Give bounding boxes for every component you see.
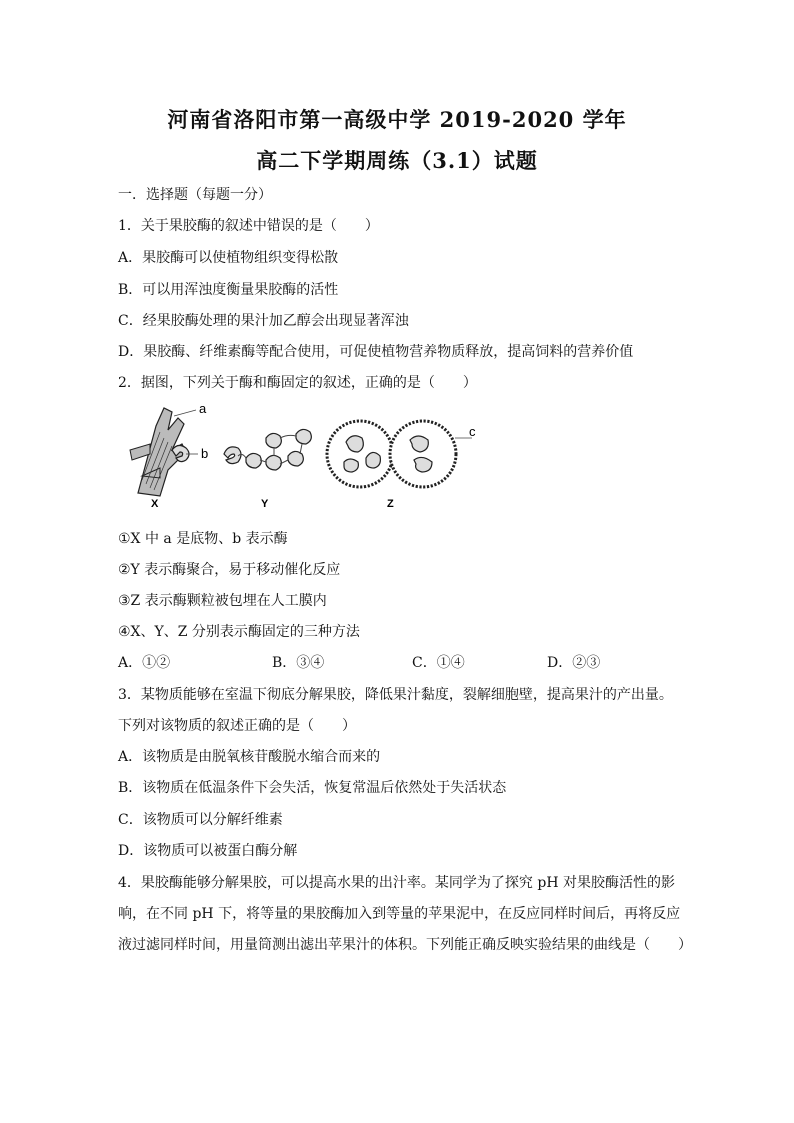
q2-statement-3: ③Z 表示酶颗粒被包埋在人工膜内 (118, 593, 327, 609)
figure-label-z: Z (387, 498, 394, 510)
q1-option-a: A．果胶酶可以使植物组织变得松散 (118, 250, 339, 266)
q3-option-c: C．该物质可以分解纤维素 (118, 812, 283, 828)
q4-stem-line3: 液过滤同样时间，用量筒测出滤出苹果汁的体积。下列能正确反映实验结果的曲线是（ ） (118, 937, 692, 953)
q1-option-b: B．可以用浑浊度衡量果胶酶的活性 (118, 282, 339, 298)
q2-option-b: B．③④ (272, 655, 325, 671)
figure-z-capsule-left (327, 421, 393, 487)
figure-x-pointer-a (174, 410, 196, 416)
q2-option-a: A．①② (118, 655, 171, 671)
q3-option-b: B．该物质在低温条件下会失活，恢复常温后依然处于失活状态 (118, 780, 507, 796)
figure-label-c: c (469, 424, 476, 439)
q2-stem: 2．据图，下列关于酶和酶固定的叙述，正确的是（ ） (118, 375, 477, 391)
figure-label-y: Y (261, 498, 269, 510)
figure-label-b: b (201, 446, 209, 461)
q2-option-d: D．②③ (547, 655, 601, 671)
figure-y-crosslinked-enzymes (224, 429, 311, 470)
q3-stem-line2: 下列对该物质的叙述正确的是（ ） (118, 718, 356, 734)
q2-option-c: C．①④ (412, 655, 465, 671)
section-heading: 一．选择题（每题一分） (118, 187, 272, 203)
q2-statement-2: ②Y 表示酶聚合，易于移动催化反应 (118, 562, 341, 578)
q2-statement-4: ④X、Y、Z 分别表示酶固定的三种方法 (118, 624, 360, 640)
q4-stem-line2: 响，在不同 pH 下，将等量的果胶酶加入到等量的苹果泥中，在反应同样时间后，再将反应 (118, 906, 681, 922)
figure-label-x: X (151, 498, 159, 510)
q1-option-d: D．果胶酶、纤维素酶等配合使用，可促使植物营养物质释放，提高饲料的营养价值 (118, 344, 634, 360)
page-title-line2: 高二下学期周练（3.1）试题 (256, 148, 538, 173)
page-title-line1: 河南省洛阳市第一高级中学 2019-2020 学年 (167, 107, 627, 132)
q2-statement-1: ①X 中 a 是底物、b 表示酶 (118, 531, 288, 547)
figure-z-capsule-right (390, 421, 456, 487)
enzyme-immobilization-figure (120, 398, 480, 510)
q1-stem: 1．关于果胶酶的叙述中错误的是（ ） (118, 218, 379, 234)
q4-stem-line1: 4．果胶酶能够分解果胶，可以提高水果的出汁率。某同学为了探究 pH 对果胶酶活性的影 (118, 875, 675, 891)
q3-option-d: D．该物质可以被蛋白酶分解 (118, 843, 298, 859)
q3-stem-line1: 3．某物质能够在室温下彻底分解果胶，降低果汁黏度，裂解细胞壁，提高果汁的产出量。 (118, 687, 673, 703)
q3-option-a: A．该物质是由脱氧核苷酸脱水缩合而来的 (118, 749, 381, 765)
q1-option-c: C．经果胶酶处理的果汁加乙醇会出现显著浑浊 (118, 313, 409, 329)
figure-label-a: a (199, 401, 207, 416)
